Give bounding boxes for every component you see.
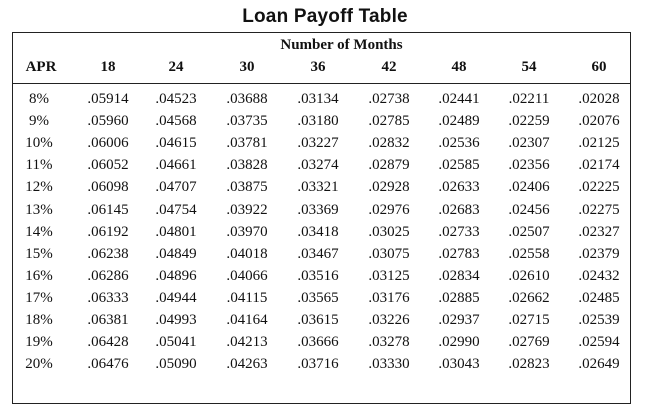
payoff-factor-cell: .02649	[578, 356, 620, 373]
table-row	[13, 179, 630, 201]
apr-column-header: APR	[25, 59, 57, 75]
payoff-factor-cell: .02307	[508, 135, 550, 152]
payoff-factor-cell: .05090	[155, 356, 197, 373]
loan-payoff-table	[12, 32, 631, 404]
table-row	[13, 312, 630, 334]
payoff-factor-cell: .03875	[226, 179, 268, 196]
payoff-factor-cell: .02990	[438, 334, 480, 351]
payoff-factor-cell: .02834	[438, 267, 480, 284]
payoff-factor-cell: .04707	[155, 179, 197, 196]
payoff-factor-cell: .06428	[87, 334, 129, 351]
apr-cell: 13%	[25, 201, 53, 218]
payoff-factor-cell: .02928	[368, 179, 410, 196]
apr-cell: 10%	[25, 135, 53, 152]
payoff-factor-cell: .03418	[297, 223, 339, 240]
payoff-factor-cell: .02823	[508, 356, 550, 373]
payoff-factor-cell: .02594	[578, 334, 620, 351]
number-of-months-header: Number of Months	[280, 37, 403, 53]
payoff-factor-cell: .02225	[578, 179, 620, 196]
payoff-factor-cell: .04066	[226, 267, 268, 284]
table-row	[13, 91, 630, 113]
month-column-header: 54	[521, 59, 537, 75]
payoff-factor-cell: .06381	[87, 312, 129, 328]
payoff-factor-cell: .03330	[368, 356, 410, 373]
payoff-factor-cell: .03369	[297, 201, 339, 218]
payoff-factor-cell: .04944	[155, 289, 197, 306]
table-row	[13, 157, 630, 179]
month-column-header: 42	[381, 59, 397, 75]
payoff-factor-cell: .02976	[368, 201, 410, 218]
payoff-factor-cell: .02406	[508, 179, 550, 196]
payoff-factor-cell: .06098	[87, 179, 129, 196]
payoff-factor-cell: .03467	[297, 245, 339, 262]
payoff-factor-cell: .03278	[368, 334, 410, 351]
payoff-factor-cell: .06333	[87, 289, 129, 306]
payoff-factor-cell: .02456	[508, 201, 550, 218]
header-divider	[13, 83, 630, 84]
apr-cell: 15%	[25, 245, 53, 262]
payoff-factor-cell: .02259	[508, 113, 550, 130]
table-row	[13, 334, 630, 356]
payoff-factor-cell: .02937	[438, 312, 480, 328]
payoff-factor-cell: .06052	[87, 157, 129, 174]
payoff-factor-cell: .03176	[368, 289, 410, 306]
payoff-factor-cell: .03025	[368, 223, 410, 240]
payoff-factor-cell: .03274	[297, 157, 339, 174]
payoff-factor-cell: .02211	[508, 91, 550, 107]
payoff-factor-cell: .03970	[226, 223, 268, 240]
payoff-factor-cell: .02536	[438, 135, 480, 152]
payoff-factor-cell: .02432	[578, 267, 620, 284]
payoff-factor-cell: .06006	[87, 135, 129, 152]
payoff-factor-cell: .04801	[155, 223, 197, 240]
payoff-factor-cell: .03321	[297, 179, 339, 196]
table-row	[13, 113, 630, 135]
payoff-factor-cell: .02610	[508, 267, 550, 284]
payoff-factor-cell: .02885	[438, 289, 480, 306]
apr-cell: 16%	[25, 267, 53, 284]
payoff-factor-cell: .03615	[297, 312, 339, 328]
payoff-factor-cell: .03716	[297, 356, 339, 373]
payoff-factor-cell: .03828	[226, 157, 268, 174]
month-column-header: 24	[168, 59, 184, 75]
table-row	[13, 268, 630, 290]
payoff-factor-cell: .02028	[578, 91, 620, 107]
payoff-factor-cell: .02174	[578, 157, 620, 174]
table-title: Loan Payoff Table	[242, 6, 408, 27]
payoff-factor-cell: .04164	[226, 312, 268, 328]
payoff-factor-cell: .03516	[297, 267, 339, 284]
payoff-factor-cell: .03043	[438, 356, 480, 373]
table-row	[13, 202, 630, 224]
payoff-factor-cell: .05960	[87, 113, 129, 130]
apr-cell: 9%	[29, 113, 49, 130]
apr-cell: 20%	[25, 356, 53, 373]
month-column-header: 30	[239, 59, 255, 75]
table-row	[13, 356, 630, 378]
payoff-factor-cell: .02785	[368, 113, 410, 130]
payoff-factor-cell: .02507	[508, 223, 550, 240]
payoff-factor-cell: .02662	[508, 289, 550, 306]
payoff-factor-cell: .02327	[578, 223, 620, 240]
payoff-factor-cell: .03180	[297, 113, 339, 130]
payoff-factor-cell: .04993	[155, 312, 197, 328]
payoff-factor-cell: .02633	[438, 179, 480, 196]
table-row	[13, 290, 630, 312]
payoff-factor-cell: .04754	[155, 201, 197, 218]
apr-cell: 8%	[29, 91, 49, 107]
payoff-factor-cell: .02275	[578, 201, 620, 218]
payoff-factor-cell: .06238	[87, 245, 129, 262]
payoff-factor-cell: .05041	[155, 334, 197, 351]
payoff-factor-cell: .02585	[438, 157, 480, 174]
payoff-factor-cell: .02769	[508, 334, 550, 351]
payoff-factor-cell: .04018	[226, 245, 268, 262]
payoff-factor-cell: .03226	[368, 312, 410, 328]
payoff-factor-cell: .03075	[368, 245, 410, 262]
payoff-factor-cell: .03565	[297, 289, 339, 306]
payoff-factor-cell: .04615	[155, 135, 197, 152]
payoff-factor-cell: .02125	[578, 135, 620, 152]
payoff-factor-cell: .04568	[155, 113, 197, 130]
payoff-factor-cell: .02485	[578, 289, 620, 306]
payoff-factor-cell: .04523	[155, 91, 197, 107]
payoff-factor-cell: .02832	[368, 135, 410, 152]
payoff-factor-cell: .05914	[87, 91, 129, 107]
payoff-factor-cell: .02683	[438, 201, 480, 218]
column-header-row	[13, 59, 630, 79]
apr-cell: 12%	[25, 179, 53, 196]
payoff-factor-cell: .02879	[368, 157, 410, 174]
month-column-header: 36	[310, 59, 326, 75]
table-row	[13, 246, 630, 268]
payoff-factor-cell: .04661	[155, 157, 197, 174]
payoff-factor-cell: .06192	[87, 223, 129, 240]
apr-cell: 17%	[25, 289, 53, 306]
payoff-factor-cell: .03134	[297, 91, 339, 107]
payoff-factor-cell: .04115	[226, 289, 268, 306]
payoff-factor-cell: .03227	[297, 135, 339, 152]
payoff-factor-cell: .02715	[508, 312, 550, 328]
apr-cell: 19%	[25, 334, 53, 351]
month-column-header: 60	[591, 59, 607, 75]
table-row	[13, 135, 630, 157]
payoff-factor-cell: .02076	[578, 113, 620, 130]
payoff-factor-cell: .02783	[438, 245, 480, 262]
payoff-factor-cell: .02558	[508, 245, 550, 262]
payoff-factor-cell: .03922	[226, 201, 268, 218]
payoff-factor-cell: .02379	[578, 245, 620, 262]
payoff-factor-cell: .04896	[155, 267, 197, 284]
payoff-factor-cell: .02738	[368, 91, 410, 107]
apr-cell: 14%	[25, 223, 53, 240]
payoff-factor-cell: .02489	[438, 113, 480, 130]
payoff-factor-cell: .03688	[226, 91, 268, 107]
payoff-factor-cell: .04263	[226, 356, 268, 373]
payoff-factor-cell: .06145	[87, 201, 129, 218]
apr-cell: 11%	[25, 157, 53, 174]
payoff-factor-cell: .04849	[155, 245, 197, 262]
apr-cell: 18%	[25, 312, 53, 328]
payoff-factor-cell: .02356	[508, 157, 550, 174]
payoff-factor-cell: .06476	[87, 356, 129, 373]
payoff-factor-cell: .03666	[297, 334, 339, 351]
payoff-factor-cell: .02539	[578, 312, 620, 328]
payoff-factor-cell: .02733	[438, 223, 480, 240]
payoff-factor-cell: .02441	[438, 91, 480, 107]
payoff-factor-cell: .03735	[226, 113, 268, 130]
table-row	[13, 224, 630, 246]
month-column-header: 48	[451, 59, 467, 75]
payoff-factor-cell: .06286	[87, 267, 129, 284]
payoff-factor-cell: .03125	[368, 267, 410, 284]
month-column-header: 18	[100, 59, 116, 75]
payoff-factor-cell: .04213	[226, 334, 268, 351]
payoff-factor-cell: .03781	[226, 135, 268, 152]
